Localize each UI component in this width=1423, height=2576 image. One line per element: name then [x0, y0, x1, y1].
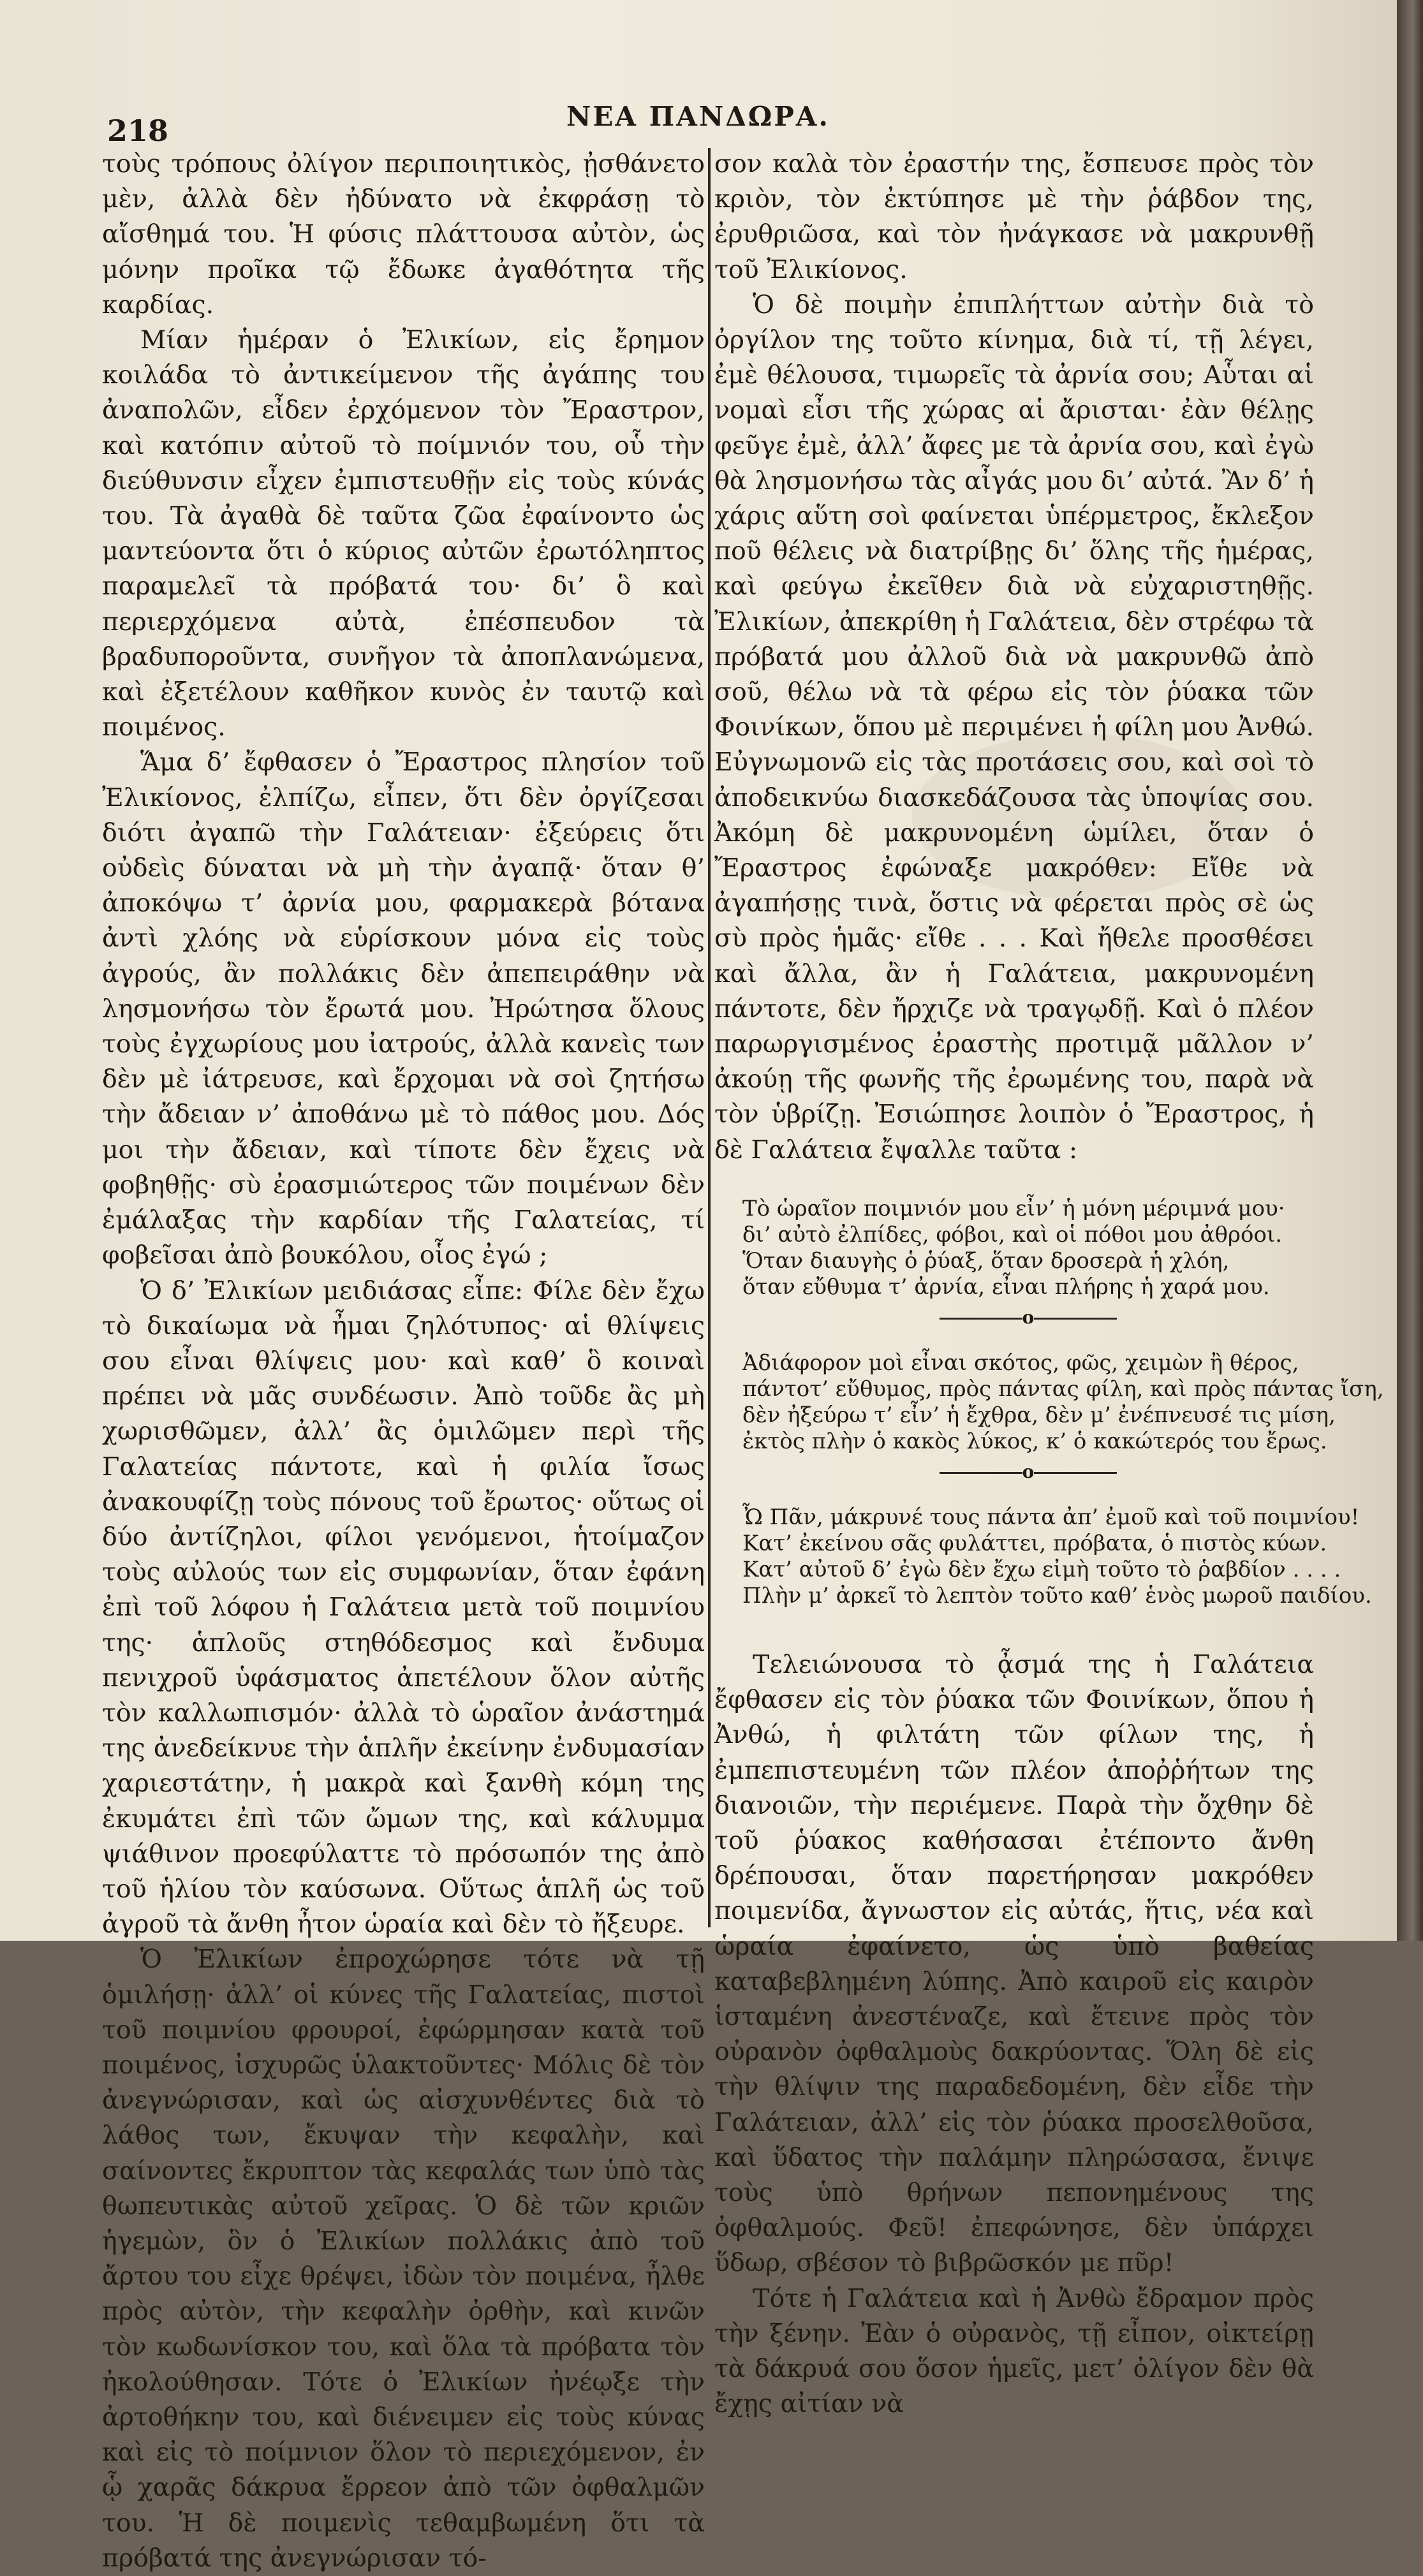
- poem-line: δι’ αὐτὸ ἐλπίδες, φόβοι, καὶ οἱ πόθοι μου ἀθρόοι.: [742, 1221, 1283, 1248]
- poem-line: ἐκτὸς πλὴν ὁ κακὸς λύκος, κ’ ὁ κακώτερός του ἔρως.: [742, 1428, 1327, 1454]
- column-divider: [708, 148, 711, 1927]
- stanza-separator: [742, 1308, 1314, 1327]
- poem-line: Πλὴν μ’ ἀρκεῖ τὸ λεπτὸν τοῦτο καθ’ ἑνὸς μωροῦ παιδίου.: [742, 1582, 1372, 1608]
- separator-mark: o: [1022, 1461, 1035, 1482]
- right-column: [714, 147, 1384, 2422]
- paragraph: Ὁ Ἐλικίων ἐπροχώρησε τότε νὰ τῇ ὁμιλήσῃ· ἀλλ’ οἱ κύνες τῆς Γαλατείας, πιστοὶ τοῦ ποιμνίου φρουροί, ἐφώρμησαν κατὰ τοῦ ποιμένος, ἰσχυρῶς ὑλακτοῦντες· Μόλις δὲ τὸν ἀνεγνώρισαν, καὶ ὡς αἰσχυνθέντες διὰ τὸ λάθος των, ἔκυψαν τὴν κεφαλὴν, καὶ σαίνοντες ἔκρυπτον τὰς κεφαλάς των ὑπὸ τὰς θωπευτικὰς αὐτοῦ χεῖρας. Ὁ δὲ τῶν κριῶν ἡγεμὼν, ὃν ὁ Ἐλικίων πολλάκις ἀπὸ τοῦ ἄρτου του εἶχε θρέψει, ἰδὼν τὸν ποιμένα, ἦλθε πρὸς αὐτὸν, τὴν κεφαλὴν ὀρθὴν, καὶ κινῶν τὸν κωδωνίσκον του, καὶ ὅλα τὰ πρόβατα τὸν ἠκολούθησαν. Τότε ὁ Ἐλικίων ἠνέῳξε τὴν ἀρτοθήκην του, καὶ διένειμεν εἰς τοὺς κύνας καὶ εἰς τὸ ποίμνιον ὅλον τὸ περιεχόμενον, ἐν ᾧ χαρᾶς δάκρυα ἔρρεον ἀπὸ τῶν ὀφθαλμῶν του. Ἡ δὲ ποιμενὶς τεθαμβωμένη ὅτι τὰ πρόβατά της ἀνεγνώρισαν τό-: [102, 1945, 705, 2573]
- paragraph: Ὁ δὲ ποιμὴν ἐπιπλήττων αὐτὴν διὰ τὸ ὀργίλον της τοῦτο κίνημα, διὰ τί, τῇ λέγει, ἐμὲ θέλουσα, τιμωρεῖς τὰ ἀρνία σου; Αὗται αἱ νομαὶ εἶσι τῆς χώρας αἱ ἄρισται· ἐὰν θέλῃς φεῦγε ἐμὲ, ἀλλ’ ἄφες με τὰ ἀρνία σου, καὶ ἐγὼ θὰ λησμονήσω τὰς αἶγάς μου δι’ αὐτά. Ἂν δ’ ἡ χάρις αὕτη σοὶ φαίνεται ὑπέρμετρος, ἔκλεξον ποῦ θέλεις νὰ διατρίβῃς δι’ ὅλης τῆς ἡμέρας, καὶ φεύγω ἐκεῖθεν διὰ νὰ εὐχαριστηθῇς. Ἐλικίων, ἀπεκρίθη ἡ Γαλάτεια, δὲν στρέφω τὰ πρόβατά μου ἀλλοῦ διὰ νὰ μακρυνθῶ ἀπὸ σοῦ, θέλω νὰ τὰ φέρω εἰς τὸν ῥύακα τῶν Φοινίκων, ὅπου μὲ περιμένει ἡ φίλη μου Ἀνθώ. Εὐγνωμονῶ εἰς τὰς προτάσεις σου, καὶ σοὶ τὸ ἀποδεικνύω διασκεδάζουσα τὰς ὑποψίας σου. Ἀκόμη δὲ μακρυνομένη ὡμίλει, ὅταν ὁ Ἔραστρος ἐφώναξε μακρόθεν: Εἴθε νὰ ἀγαπήσῃς τινὰ, ὅστις νὰ φέρεται πρὸς σὲ ὡς σὺ πρὸς ἡμᾶς· εἴθε . . . Καὶ ἤθελε προσθέσει καὶ ἄλλα, ἂν ἡ Γαλάτεια, μακρυνομένη πάντοτε, δὲν ἤρχιζε νὰ τραγῳδῇ. Καὶ ὁ πλέον παρωργισμένος ἐραστὴς προτιμᾷ μᾶλλον ν’ ἀκούῃ τῆς φωνῆς τῆς ἐρωμένης του, παρὰ νὰ τὸν ὑβρίζῃ. Ἐσιώπησε λοιπὸν ὁ Ἔραστρος, ἡ δὲ Γαλάτεια ἔψαλλε ταῦτα :: [714, 290, 1314, 1165]
- paragraph: Τελειώνουσα τὸ ᾆσμά της ἡ Γαλάτεια ἔφθασεν εἰς τὸν ῥύακα τῶν Φοινίκων, ὅπου ἡ Ἀνθώ, ἡ φιλτάτη τῶν φίλων της, ἡ ἐμπεπιστευμένη τῶν πλέον ἀποῤῥήτων της διανοιῶν, τὴν περιέμενε. Παρὰ τὴν ὄχθην δὲ τοῦ ῥύακος καθήσασαι ἐτέποντο ἄνθη δρέπουσαι, ὅταν παρετήρησαν μακρόθεν ποιμενίδα, ἄγνωστον εἰς αὐτάς, ἥτις, νέα καὶ ὡραία ἐφαίνετο, ὡς ὑπὸ βαθείας καταβεβλημένη λύπης. Ἀπὸ καιροῦ εἰς καιρὸν ἱσταμένη ἀνεστέναζε, καὶ ἔτεινε πρὸς τὸν οὐρανὸν ὀφθαλμοὺς δακρύοντας. Ὅλη δὲ εἰς τὴν θλίψιν της παραδεδομένη, δὲν εἶδε τὴν Γαλάτειαν, ἀλλ’ εἰς τὸν ῥύακα προσελθοῦσα, καὶ ὕδατος τὴν παλάμην πληρώσασα, ἔνιψε τοὺς ὑπὸ θρήνων πεπονημένους της ὀφθαλμούς. Φεῦ! ἐπεφώνησε, δὲν ὑπάρχει ὕδωρ, σβέσον τὸ βιβρῶσκόν με πῦρ!: [714, 1649, 1314, 2278]
- paragraph: σον καλὰ τὸν ἐραστήν της, ἔσπευσε πρὸς τὸν κριὸν, τὸν ἐκτύπησε μὲ τὴν ῥάβδον της, ἐρυθριῶσα, καὶ τὸν ἠνάγκασε νὰ μακρυνθῇ τοῦ Ἐλικίονος.: [714, 149, 1314, 284]
- paragraph: Μίαν ἡμέραν ὁ Ἐλικίων, εἰς ἔρημον κοιλάδα τὸ ἀντικείμενον τῆς ἀγάπης του ἀναπολῶν, εἶδεν ἐρχόμενον τὸν Ἔραστρον, καὶ κατόπιν αὐτοῦ τὸ ποίμνιόν του, οὗ τὴν διεύθυνσιν εἶχεν ἐμπιστευθῇν εἰς τοὺς κύνάς του. Τὰ ἀγαθὰ δὲ ταῦτα ζῶα ἐφαίνοντο ὡς μαντεύοντα ὅτι ὁ κύριος αὐτῶν ἐρωτόληπτος παραμελεῖ τὰ πρόβατά του· δι’ ὃ καὶ περιερχόμενα αὐτὰ, ἐπέσπευδον τὰ βραδυποροῦντα, συνῆγον τὰ ἀποπλανώμενα, καὶ ἐξετέλουν καθῆκον κυνὸς ἐν ταυτῷ καὶ ποιμένος.: [102, 325, 705, 742]
- binding-edge: [1397, 0, 1423, 1941]
- poem-line: δὲν ἠξεύρω τ’ εἶν’ ἡ ἔχθρα, δὲν μ’ ἐνέπνευσέ τις μίση,: [742, 1402, 1336, 1428]
- poem-line: Κατ’ ἐκείνου σᾶς φυλάττει, πρόβατα, ὁ πιστὸς κύων.: [742, 1530, 1327, 1556]
- page-header: [107, 96, 1319, 147]
- poem: [742, 1195, 1384, 1609]
- paragraph: τοὺς τρόπους ὀλίγον περιποιητικὸς, ᾐσθάνετο μὲν, ἀλλὰ δὲν ἠδύνατο νὰ ἐκφράσῃ τὸ αἴσθημά του. Ἡ φύσις πλάττουσα αὐτὸν, ὡς μόνην προῖκα τῷ ἔδωκε ἀγαθότητα τῆς καρδίας.: [102, 149, 705, 320]
- poem-line: πάντοτ’ εὔθυμος, πρὸς πάντας φίλη, καὶ πρὸς πάντας ἴση,: [742, 1376, 1384, 1402]
- poem-line: Ὅταν διαυγὴς ὁ ῥύαξ, ὅταν δροσερὰ ἡ χλόη,: [742, 1248, 1230, 1274]
- separator-mark: o: [1022, 1306, 1035, 1328]
- poem-line: Κατ’ αὐτοῦ δ’ ἐγὼ δὲν ἔχω εἰμὴ τοῦτο τὸ ῥαβδίον . . . .: [742, 1556, 1341, 1582]
- poem-line: Τὸ ὡραῖον ποιμνιόν μου εἶν’ ἡ μόνη μέριμνά μου·: [742, 1195, 1285, 1221]
- paragraph: Ὁ δ’ Ἐλικίων μειδιάσας εἶπε: Φίλε δὲν ἔχω τὸ δικαίωμα νὰ ἦμαι ζηλότυπος· αἱ θλίψεις σου εἶναι θλίψεις μου· καὶ καθ’ ὃ κοιναὶ πρέπει νὰ μᾶς συνδέωσιν. Ἀπὸ τοῦδε ἂς μὴ χωρισθῶμεν, ἀλλ’ ἂς ὁμιλῶμεν περὶ τῆς Γαλατείας πάντοτε, καὶ ἡ φιλία ἴσως ἀνακουφίζῃ τοὺς πόνους τοῦ ἔρωτος· οὕτως οἱ δύο ἀντίζηλοι, φίλοι γενόμενοι, ἡτοίμαζον τοὺς αὐλούς των εἰς συμφωνίαν, ὅταν ἐφάνη ἐπὶ τοῦ λόφου ἡ Γαλάτεια μετὰ τοῦ ποιμνίου της· ἁπλοῦς στηθόδεσμος καὶ ἔνδυμα πενιχροῦ ὑφάσματος ἀπετέλουν ὅλον αὐτῆς τὸν καλλωπισμόν· ἀλλὰ τὸ ὡραῖον ἀνάστημά της ἀνεδείκνυε τὴν ἁπλῆν ἐκείνην ἐνδυμασίαν χαριεστάτην, ἡ μακρὰ καὶ ξανθὴ κόμη της ἐκυμάτει ἐπὶ τῶν ὤμων της, καὶ κάλυμμα ψιάθινον προεφύλαττε τὸ πρόσωπόν της ἀπὸ τοῦ ἡλίου τὸν καύσωνα. Οὕτως ἁπλῆ ὡς τοῦ ἀγροῦ τὰ ἄνθη ἦτον ὡραία καὶ δὲν τὸ ἤξευρε.: [102, 1276, 705, 1939]
- poem-line: Ὦ Πᾶν, μάκρυνέ τους πάντα ἀπ’ ἐμοῦ καὶ τοῦ ποιμνίου!: [742, 1504, 1360, 1530]
- paragraph: Τότε ἡ Γαλάτεια καὶ ἡ Ἀνθὼ ἔδραμον πρὸς τὴν ξένην. Ἐὰν ὁ οὐρανὸς, τῇ εἶπον, οἰκτείρῃ τὰ δάκρυά σου ὅσον ἡμεῖς, μετ’ ὀλίγον δὲν θὰ ἔχῃς αἰτίαν νὰ: [714, 2283, 1314, 2419]
- page-number: 218: [107, 114, 169, 148]
- stanza-separator: [742, 1462, 1314, 1482]
- left-column: [102, 147, 705, 2576]
- paragraph: Ἅμα δ’ ἔφθασεν ὁ Ἔραστρος πλησίον τοῦ Ἐλικίονος, ἐλπίζω, εἶπεν, ὅτι δὲν ὀργίζεσαι διότι ἀγαπῶ τὴν Γαλάτειαν· ἐξεύρεις ὅτι οὐδεὶς δύναται νὰ μὴ τὴν ἀγαπᾷ· ὅταν θ’ ἀποκόψω τ’ ἀρνία μου, φαρμακερὰ βότανα ἀντὶ χλόης νὰ εὑρίσκουν μόνα εἰς τοὺς ἀγρούς, ἂν πολλάκις δὲν ἀπεπειράθην νὰ λησμονήσω τὸν ἔρωτά μου. Ἠρώτησα ὅλους τοὺς ἐγχωρίους μου ἰατρούς, ἀλλὰ κανεὶς των δὲν μὲ ἰάτρευσε, καὶ ἔρχομαι νὰ σοὶ ζητήσω τὴν ἄδειαν ν’ ἀποθάνω μὲ τὸ πάθος μου. Δός μοι τὴν ἄδειαν, καὶ τίποτε δὲν ἔχεις νὰ φοβηθῇς· σὺ ἐρασμιώτερος τῶν ποιμένων δὲν ἐμάλαξας τὴν καρδίαν τῆς Γαλατείας, τί φοβεῖσαι ἀπὸ βουκόλου, οἷος ἐγώ ;: [102, 747, 705, 1270]
- poem-line: ὅταν εὔθυμα τ’ ἀρνία, εἶναι πλήρης ἡ χαρά μου.: [742, 1274, 1270, 1300]
- poem-line: Ἀδιάφορον μοὶ εἶναι σκότος, φῶς, χειμὼν ἢ θέρος,: [742, 1350, 1299, 1376]
- journal-title: ΝΕΑ ΠΑΝΔΩΡΑ.: [566, 101, 830, 132]
